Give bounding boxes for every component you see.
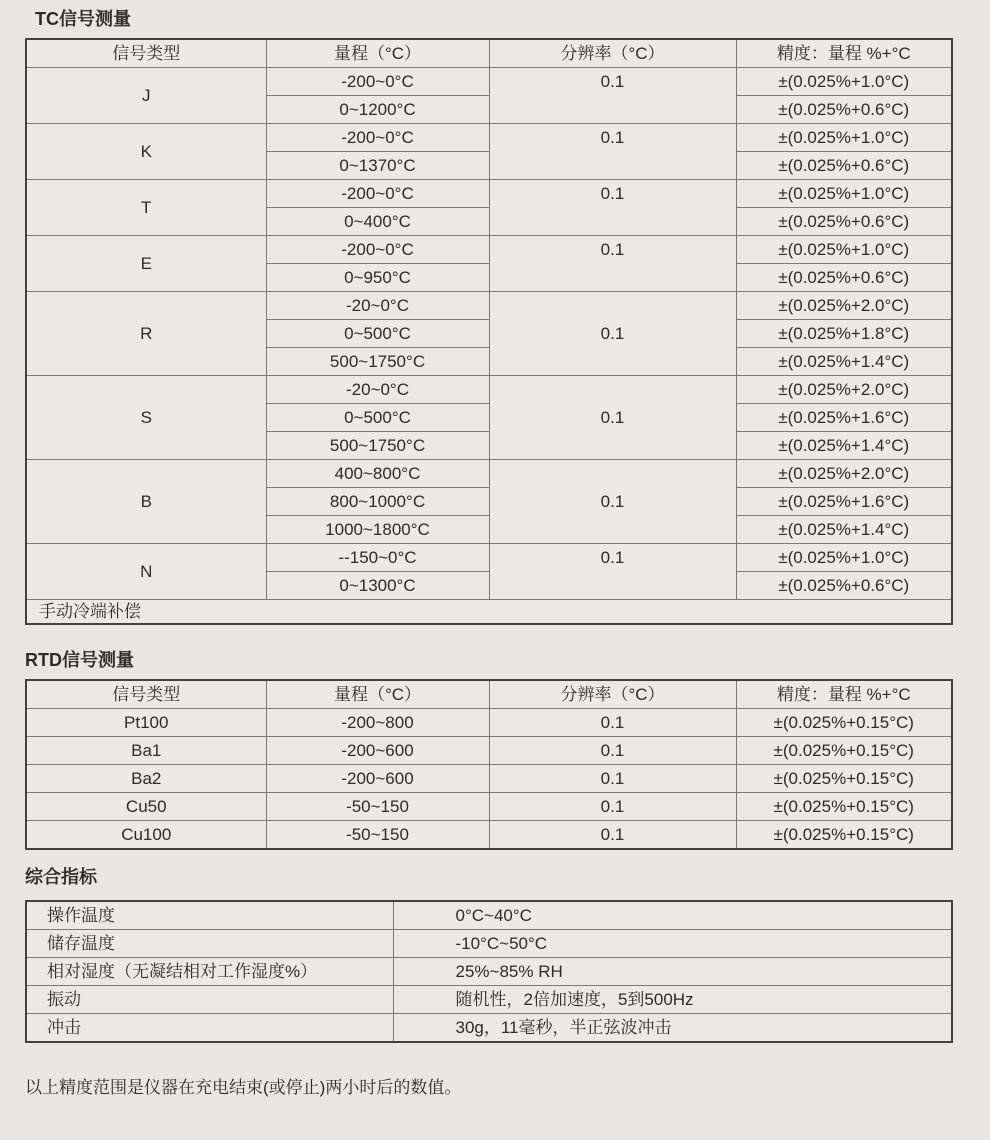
tc-resolution-cell [489, 376, 736, 460]
tc-type-cell: T [26, 180, 266, 236]
tc-row [26, 460, 952, 488]
tc-accuracy-cell: ±(0.025%+0.6°C) [736, 208, 952, 236]
tc-range-cell: -200~0°C [266, 236, 489, 264]
general-section-title: 综合指标 [25, 867, 97, 887]
rtd-resolution-cell: 0.1 [489, 821, 736, 850]
rtd-header-signal-type: 信号类型 [26, 680, 266, 709]
general-spec-row [26, 986, 952, 1014]
tc-accuracy-cell: ±(0.025%+2.0°C) [736, 292, 952, 320]
tc-header-signal-type: 信号类型 [26, 39, 266, 68]
rtd-row [26, 765, 952, 793]
rtd-range-cell: -50~150 [266, 821, 489, 850]
tc-row [26, 68, 952, 96]
spec-value-cell: 30g，11毫秒，半正弦波冲击 [393, 1014, 952, 1043]
rtd-section-title: RTD信号测量 [25, 650, 134, 670]
tc-accuracy-cell: ±(0.025%+1.0°C) [736, 236, 952, 264]
rtd-accuracy-cell: ±(0.025%+0.15°C) [736, 765, 952, 793]
tc-range-cell: 800~1000°C [266, 488, 489, 516]
general-spec-row [26, 1014, 952, 1043]
tc-type-cell: S [26, 376, 266, 460]
tc-row [26, 180, 952, 208]
tc-range-cell: --150~0°C [266, 544, 489, 572]
tc-resolution-value: 0.1 [600, 72, 625, 91]
spec-value-cell: 随机性，2倍加速度，5到500Hz [393, 986, 952, 1014]
tc-resolution-cell [489, 180, 736, 236]
tc-accuracy-cell: ±(0.025%+0.6°C) [736, 96, 952, 124]
tc-accuracy-cell: ±(0.025%+1.8°C) [736, 320, 952, 348]
tc-range-cell: 500~1750°C [266, 348, 489, 376]
tc-resolution-cell [489, 68, 736, 124]
tc-section-title: TC信号测量 [35, 9, 131, 29]
tc-type-cell: E [26, 236, 266, 292]
tc-type-cell: R [26, 292, 266, 376]
tc-resolution-value: 0.1 [600, 184, 625, 203]
rtd-measurement-table [25, 679, 953, 850]
rtd-resolution-cell: 0.1 [489, 737, 736, 765]
tc-resolution-value: 0.1 [600, 324, 625, 343]
tc-row [26, 292, 952, 320]
rtd-range-cell: -200~800 [266, 709, 489, 737]
rtd-range-cell: -200~600 [266, 737, 489, 765]
rtd-header-resolution: 分辨率（°C） [489, 680, 736, 709]
tc-resolution-value: 0.1 [600, 492, 625, 511]
general-spec-row [26, 930, 952, 958]
tc-range-cell: 500~1750°C [266, 432, 489, 460]
rtd-header-row [26, 680, 952, 709]
tc-resolution-value: 0.1 [600, 240, 625, 259]
tc-accuracy-cell: ±(0.025%+1.0°C) [736, 544, 952, 572]
tc-row [26, 236, 952, 264]
tc-accuracy-cell: ±(0.025%+2.0°C) [736, 376, 952, 404]
tc-measurement-table [25, 38, 953, 625]
tc-range-cell: 0~1200°C [266, 96, 489, 124]
tc-range-cell: -200~0°C [266, 124, 489, 152]
tc-table-body [26, 68, 952, 600]
tc-manual-cjc-cell: 手动冷端补偿 [26, 600, 952, 625]
rtd-type-cell: Cu100 [26, 821, 266, 850]
tc-range-cell: 0~1370°C [266, 152, 489, 180]
spec-value-cell: 0°C~40°C [393, 901, 952, 930]
rtd-type-cell: Ba2 [26, 765, 266, 793]
spec-label-cell: 相对湿度（无凝结相对工作湿度%） [26, 958, 393, 986]
spec-label-cell: 储存温度 [26, 930, 393, 958]
general-specs-table [25, 900, 953, 1043]
spec-value-cell: -10°C~50°C [393, 930, 952, 958]
tc-accuracy-cell: ±(0.025%+1.0°C) [736, 180, 952, 208]
tc-header-resolution: 分辨率（°C） [489, 39, 736, 68]
rtd-accuracy-cell: ±(0.025%+0.15°C) [736, 821, 952, 850]
spec-value-cell: 25%~85% RH [393, 958, 952, 986]
rtd-range-cell: -50~150 [266, 793, 489, 821]
tc-type-cell: K [26, 124, 266, 180]
tc-accuracy-cell: ±(0.025%+1.0°C) [736, 68, 952, 96]
tc-range-cell: -20~0°C [266, 292, 489, 320]
tc-footer-row [26, 600, 952, 625]
rtd-accuracy-cell: ±(0.025%+0.15°C) [736, 793, 952, 821]
tc-resolution-cell [489, 544, 736, 600]
rtd-accuracy-cell: ±(0.025%+0.15°C) [736, 737, 952, 765]
rtd-table-header [26, 680, 952, 709]
tc-accuracy-cell: ±(0.025%+1.6°C) [736, 404, 952, 432]
rtd-row [26, 793, 952, 821]
rtd-type-cell: Cu50 [26, 793, 266, 821]
rtd-type-cell: Pt100 [26, 709, 266, 737]
rtd-table-body [26, 709, 952, 850]
tc-type-cell: B [26, 460, 266, 544]
tc-accuracy-cell: ±(0.025%+0.6°C) [736, 572, 952, 600]
spec-label-cell: 冲击 [26, 1014, 393, 1043]
tc-resolution-value: 0.1 [600, 128, 625, 147]
tc-type-cell: N [26, 544, 266, 600]
tc-accuracy-cell: ±(0.025%+1.4°C) [736, 348, 952, 376]
tc-range-cell: 0~500°C [266, 404, 489, 432]
tc-accuracy-cell: ±(0.025%+1.6°C) [736, 488, 952, 516]
tc-accuracy-cell: ±(0.025%+1.4°C) [736, 432, 952, 460]
tc-range-cell: -20~0°C [266, 376, 489, 404]
tc-header-row [26, 39, 952, 68]
accuracy-footnote: 以上精度范围是仪器在充电结束(或停止)两小时后的数值。 [25, 1078, 462, 1097]
tc-accuracy-cell: ±(0.025%+0.6°C) [736, 264, 952, 292]
tc-type-cell: J [26, 68, 266, 124]
rtd-accuracy-cell: ±(0.025%+0.15°C) [736, 709, 952, 737]
rtd-resolution-cell: 0.1 [489, 765, 736, 793]
tc-range-cell: 0~1300°C [266, 572, 489, 600]
tc-header-accuracy: 精度：量程 %+°C [736, 39, 952, 68]
tc-range-cell: 400~800°C [266, 460, 489, 488]
rtd-row [26, 709, 952, 737]
tc-range-cell: 0~500°C [266, 320, 489, 348]
tc-resolution-value: 0.1 [600, 408, 625, 427]
general-spec-row [26, 958, 952, 986]
rtd-row [26, 737, 952, 765]
tc-resolution-cell [489, 292, 736, 376]
tc-resolution-cell [489, 236, 736, 292]
tc-table-footer [26, 600, 952, 625]
rtd-header-range: 量程（°C） [266, 680, 489, 709]
general-table-body [26, 901, 952, 1042]
spec-label-cell: 操作温度 [26, 901, 393, 930]
rtd-resolution-cell: 0.1 [489, 709, 736, 737]
rtd-type-cell: Ba1 [26, 737, 266, 765]
tc-range-cell: -200~0°C [266, 180, 489, 208]
rtd-header-accuracy: 精度：量程 %+°C [736, 680, 952, 709]
rtd-resolution-cell: 0.1 [489, 793, 736, 821]
tc-accuracy-cell: ±(0.025%+1.4°C) [736, 516, 952, 544]
tc-table-header [26, 39, 952, 68]
tc-range-cell: 0~950°C [266, 264, 489, 292]
tc-accuracy-cell: ±(0.025%+2.0°C) [736, 460, 952, 488]
tc-range-cell: 0~400°C [266, 208, 489, 236]
tc-resolution-value: 0.1 [600, 548, 625, 567]
tc-resolution-cell [489, 124, 736, 180]
rtd-row [26, 821, 952, 850]
tc-accuracy-cell: ±(0.025%+0.6°C) [736, 152, 952, 180]
spec-label-cell: 振动 [26, 986, 393, 1014]
tc-range-cell: 1000~1800°C [266, 516, 489, 544]
general-spec-row [26, 901, 952, 930]
tc-row [26, 376, 952, 404]
tc-header-range: 量程（°C） [266, 39, 489, 68]
rtd-range-cell: -200~600 [266, 765, 489, 793]
tc-resolution-cell [489, 460, 736, 544]
tc-range-cell: -200~0°C [266, 68, 489, 96]
tc-accuracy-cell: ±(0.025%+1.0°C) [736, 124, 952, 152]
tc-row [26, 124, 952, 152]
tc-row [26, 544, 952, 572]
